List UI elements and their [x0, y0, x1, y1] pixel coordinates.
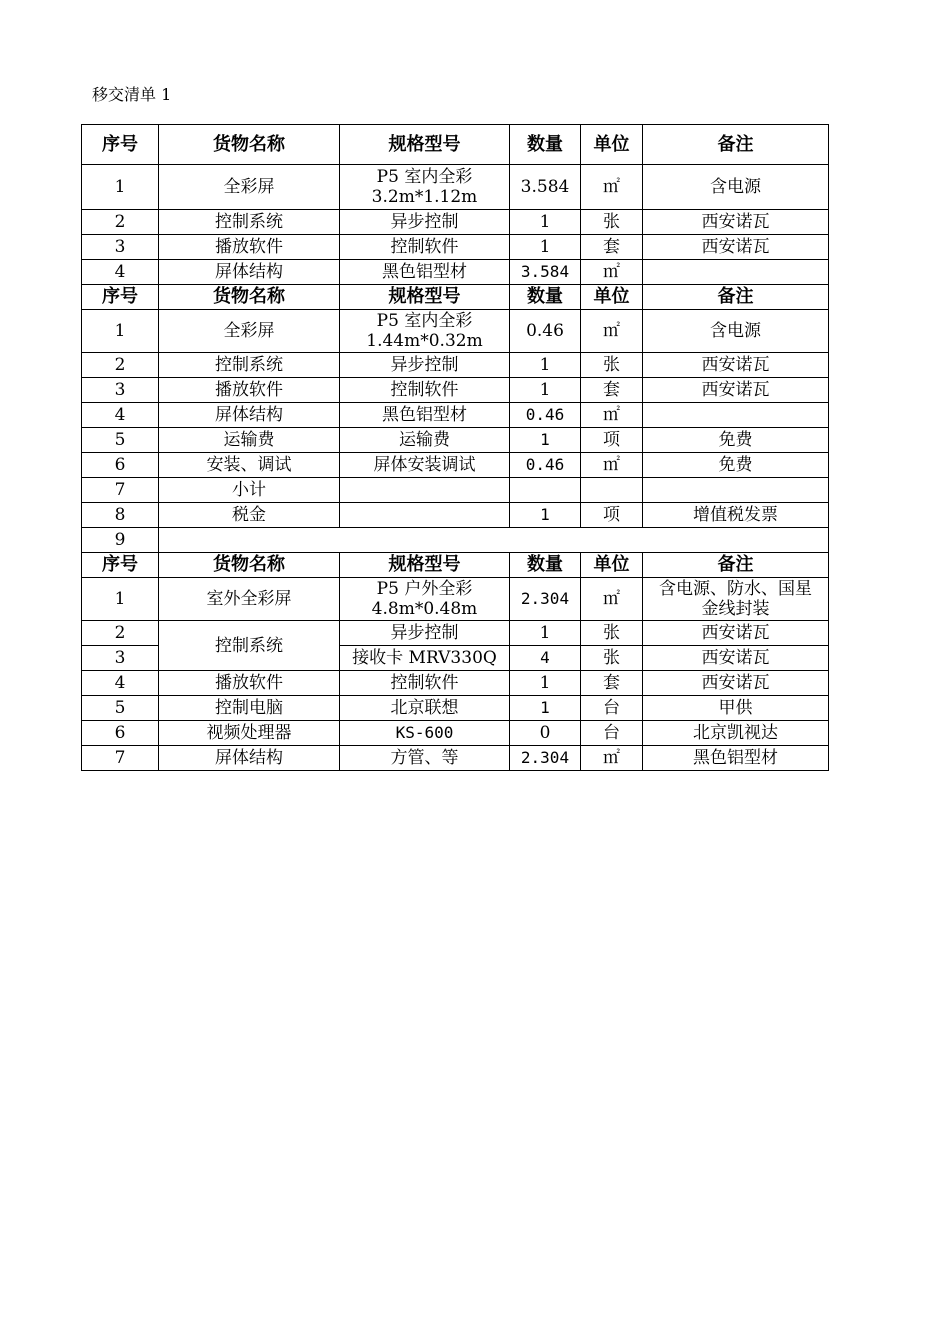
col-header-item-name: 货物名称	[159, 125, 340, 165]
table-row	[82, 671, 829, 696]
cell-remark: 免费	[643, 428, 829, 453]
cell-remark: 北京凯视达	[643, 721, 829, 746]
cell-item-name: 全彩屏	[159, 310, 340, 353]
cell-item-name: 安装、调试	[159, 453, 340, 478]
cell-quantity: 1	[510, 378, 581, 403]
cell-quantity: 4	[510, 646, 581, 671]
cell-item-name: 播放软件	[159, 235, 340, 260]
cell-quantity: 3.584	[510, 165, 581, 210]
cell-spec: 接收卡 MRV330Q	[340, 646, 510, 671]
cell-unit: 套	[581, 671, 643, 696]
col-header-quantity: 数量	[510, 125, 581, 165]
cell-spec: 运输费	[340, 428, 510, 453]
table-row	[82, 746, 829, 771]
cell-index: 1	[82, 165, 159, 210]
cell-item-name: 控制系统	[159, 210, 340, 235]
col-header-item-name: 货物名称	[159, 285, 340, 310]
cell-unit: 套	[581, 378, 643, 403]
table-row	[82, 621, 829, 646]
cell-remark: 含电源	[643, 165, 829, 210]
cell-item-name: 播放软件	[159, 378, 340, 403]
col-header-spec: 规格型号	[340, 285, 510, 310]
cell-item-name: 屏体结构	[159, 260, 340, 285]
cell-item-name: 室外全彩屏	[159, 578, 340, 621]
cell-remark: 含电源	[643, 310, 829, 353]
cell-item-name: 视频处理器	[159, 721, 340, 746]
cell-remark	[643, 403, 829, 428]
empty-merged-cell	[159, 528, 829, 553]
cell-unit: ㎡	[581, 746, 643, 771]
cell-index: 7	[82, 478, 159, 503]
header-row	[82, 125, 829, 165]
cell-spec	[340, 503, 510, 528]
cell-item-name: 屏体结构	[159, 403, 340, 428]
cell-remark	[643, 260, 829, 285]
table-row	[82, 478, 829, 503]
cell-remark: 甲供	[643, 696, 829, 721]
cell-item-name: 全彩屏	[159, 165, 340, 210]
cell-quantity: 1	[510, 353, 581, 378]
cell-spec: 方管、等	[340, 746, 510, 771]
cell-unit: ㎡	[581, 310, 643, 353]
cell-quantity: 3.584	[510, 260, 581, 285]
cell-unit: 项	[581, 428, 643, 453]
table-row	[82, 453, 829, 478]
col-header-unit: 单位	[581, 125, 643, 165]
cell-spec: 屏体安装调试	[340, 453, 510, 478]
table-row	[82, 235, 829, 260]
table-row	[82, 210, 829, 235]
cell-index: 6	[82, 721, 159, 746]
cell-remark: 西安诺瓦	[643, 646, 829, 671]
cell-index: 3	[82, 378, 159, 403]
col-header-index: 序号	[82, 285, 159, 310]
cell-unit: 套	[581, 235, 643, 260]
cell-spec: P5 室内全彩 3.2m*1.12m	[340, 165, 510, 210]
cell-item-name: 控制系统	[159, 353, 340, 378]
cell-index: 4	[82, 260, 159, 285]
table-row	[82, 578, 829, 621]
cell-spec: 控制软件	[340, 671, 510, 696]
cell-quantity: 1	[510, 696, 581, 721]
cell-remark: 免费	[643, 453, 829, 478]
header-row	[82, 553, 829, 578]
table-row	[82, 310, 829, 353]
cell-unit: 张	[581, 210, 643, 235]
col-header-spec: 规格型号	[340, 553, 510, 578]
cell-spec: 控制软件	[340, 378, 510, 403]
cell-unit: 张	[581, 353, 643, 378]
cell-quantity: 1	[510, 210, 581, 235]
cell-index: 5	[82, 696, 159, 721]
cell-unit: ㎡	[581, 165, 643, 210]
header-row	[82, 285, 829, 310]
transfer-list-table	[81, 124, 829, 771]
cell-unit: 张	[581, 621, 643, 646]
col-header-remark: 备注	[643, 125, 829, 165]
cell-quantity: 1	[510, 621, 581, 646]
cell-quantity: 0.46	[510, 453, 581, 478]
cell-unit: 项	[581, 503, 643, 528]
col-header-remark: 备注	[643, 285, 829, 310]
cell-item-name: 控制电脑	[159, 696, 340, 721]
cell-quantity: 1	[510, 428, 581, 453]
col-header-quantity: 数量	[510, 553, 581, 578]
table-row	[82, 696, 829, 721]
cell-index: 5	[82, 428, 159, 453]
cell-remark: 西安诺瓦	[643, 353, 829, 378]
col-header-unit: 单位	[581, 553, 643, 578]
cell-item-name: 屏体结构	[159, 746, 340, 771]
cell-remark: 西安诺瓦	[643, 671, 829, 696]
cell-item-name: 小计	[159, 478, 340, 503]
cell-index: 2	[82, 210, 159, 235]
col-header-remark: 备注	[643, 553, 829, 578]
table-row	[82, 428, 829, 453]
cell-unit: ㎡	[581, 403, 643, 428]
cell-index: 1	[82, 310, 159, 353]
table-row	[82, 378, 829, 403]
cell-index: 3	[82, 235, 159, 260]
cell-remark: 西安诺瓦	[643, 621, 829, 646]
cell-unit: ㎡	[581, 578, 643, 621]
cell-index: 6	[82, 453, 159, 478]
cell-index: 3	[82, 646, 159, 671]
cell-quantity: 2.304	[510, 578, 581, 621]
cell-index: 2	[82, 353, 159, 378]
cell-quantity: 1	[510, 503, 581, 528]
table-row	[82, 503, 829, 528]
cell-index: 1	[82, 578, 159, 621]
cell-remark: 西安诺瓦	[643, 378, 829, 403]
cell-spec: 异步控制	[340, 621, 510, 646]
col-header-unit: 单位	[581, 285, 643, 310]
cell-spec: 异步控制	[340, 210, 510, 235]
cell-spec	[340, 478, 510, 503]
cell-spec: 异步控制	[340, 353, 510, 378]
cell-spec: P5 室内全彩 1.44m*0.32m	[340, 310, 510, 353]
cell-unit: 台	[581, 696, 643, 721]
cell-unit: 台	[581, 721, 643, 746]
col-header-quantity: 数量	[510, 285, 581, 310]
cell-remark: 黑色铝型材	[643, 746, 829, 771]
col-header-index: 序号	[82, 553, 159, 578]
cell-spec: 黑色铝型材	[340, 403, 510, 428]
cell-quantity: 1	[510, 671, 581, 696]
table-row	[82, 721, 829, 746]
cell-spec: 黑色铝型材	[340, 260, 510, 285]
cell-quantity: 2.304	[510, 746, 581, 771]
cell-quantity: 1	[510, 235, 581, 260]
table-row	[82, 353, 829, 378]
cell-unit	[581, 478, 643, 503]
table-row	[82, 260, 829, 285]
cell-quantity: 0	[510, 721, 581, 746]
cell-item-name: 播放软件	[159, 671, 340, 696]
cell-remark	[643, 478, 829, 503]
cell-remark: 增值税发票	[643, 503, 829, 528]
document-title: 移交清单 1	[92, 85, 172, 104]
cell-index: 2	[82, 621, 159, 646]
cell-spec: P5 户外全彩 4.8m*0.48m	[340, 578, 510, 621]
cell-quantity	[510, 478, 581, 503]
cell-index: 8	[82, 503, 159, 528]
cell-item-name: 税金	[159, 503, 340, 528]
cell-remark: 含电源、防水、国星 金线封装	[643, 578, 829, 621]
cell-quantity: 0.46	[510, 310, 581, 353]
cell-index: 4	[82, 403, 159, 428]
cell-spec: KS-600	[340, 721, 510, 746]
col-header-index: 序号	[82, 125, 159, 165]
cell-item-name: 运输费	[159, 428, 340, 453]
col-header-item-name: 货物名称	[159, 553, 340, 578]
cell-item-name: 控制系统	[159, 621, 340, 671]
cell-spec: 控制软件	[340, 235, 510, 260]
cell-spec: 北京联想	[340, 696, 510, 721]
cell-unit: 张	[581, 646, 643, 671]
cell-index: 4	[82, 671, 159, 696]
table-row	[82, 528, 829, 553]
cell-quantity: 0.46	[510, 403, 581, 428]
cell-remark: 西安诺瓦	[643, 210, 829, 235]
cell-unit: ㎡	[581, 260, 643, 285]
table-row	[82, 403, 829, 428]
cell-index: 9	[82, 528, 159, 553]
table-row	[82, 165, 829, 210]
cell-index: 7	[82, 746, 159, 771]
col-header-spec: 规格型号	[340, 125, 510, 165]
cell-remark: 西安诺瓦	[643, 235, 829, 260]
cell-unit: ㎡	[581, 453, 643, 478]
